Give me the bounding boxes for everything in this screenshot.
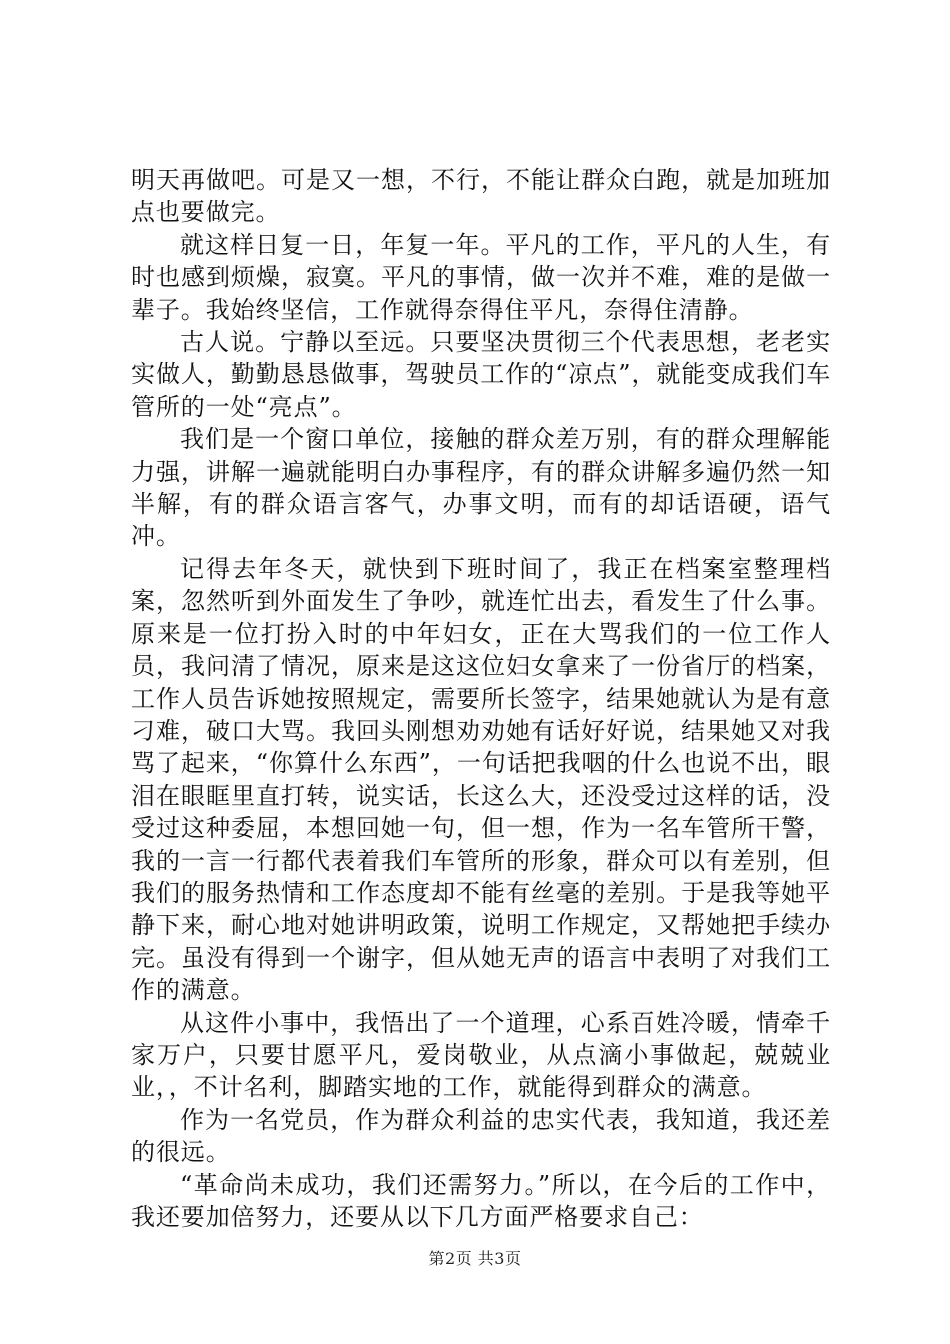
paragraph-8: “革命尚未成功，我们还需努力。”所以，在今后的工作中，我还要加倍努力，还要从以下几方面严格要求自己：	[131, 1170, 831, 1231]
paragraph-1: 明天再做吧。可是又一想，不行，不能让群众白跑，就是加班加点也要做完。	[131, 166, 831, 227]
paragraph-2: 就这样日复一日，年复一年。平凡的工作，平凡的人生，有时也感到烦燥，寂寞。平凡的事情，做一次并不难，难的是做一辈子。我始终坚信，工作就得奈得住平凡，奈得住清静。	[131, 230, 831, 324]
body-text	[131, 164, 831, 1233]
paragraph-3: 古人说。宁静以至远。只要坚决贯彻三个代表思想，老老实实做人，勤勤恳恳做事，驾驶员工作的“凉点”，就能变成我们车管所的一处“亮点”。	[131, 328, 831, 421]
paragraph-7: 作为一名党员，作为群众利益的忠实代表，我知道，我还差的很远。	[131, 1105, 831, 1167]
paragraph-5: 记得去年冬天，就快到下班时间了，我正在档案室整理档案，忽然听到外面发生了争吵，就连忙出去，看发生了什么事。原来是一位打扮入时的中年妇女，正在大骂我们的一位工作人员，我问清了情况，原来是这这位妇女拿来了一份省厅的档案，工作人员告诉她按照规定，需要所长签字，结果她就认为是有意刁难，破口大骂。我回头刚想劝劝她有话好好说，结果她又对我骂了起来，“你算什么东西”，一句话把我咽的什么也说不出，眼泪在眼眶里直打转，说实话，长这么大，还没受过这样的话，没受过这种委屈，本想回她一句，但一想，作为一名车管所干警，我的一言一行都代表着我们车管所的形象，群众可以有差别，但我们的服务热情和工作态度却不能有丝毫的差别。于是我等她平静下来，耐心地对她讲明政策，说明工作规定，又帮她把手续办完。虽没有得到一个谢字，但从她无声的语言中表明了对我们工作的满意。	[131, 554, 831, 1005]
paragraph-6: 从这件小事中，我悟出了一个道理，心系百姓冷暖，情牵千家万户，只要甘愿平凡，爱岗敬业，从点滴小事做起，兢兢业业，，不计名利，脚踏实地的工作，就能得到群众的满意。	[131, 1008, 831, 1102]
paragraph-4: 我们是一个窗口单位，接触的群众差万别，有的群众理解能力强，讲解一遍就能明白办事程序，有的群众讲解多遍仍然一知半解，有的群众语言客气，办事文明，而有的却话语硬，语气冲。	[131, 425, 831, 551]
page-number-footer: 第2页 共3页	[428, 1249, 522, 1268]
